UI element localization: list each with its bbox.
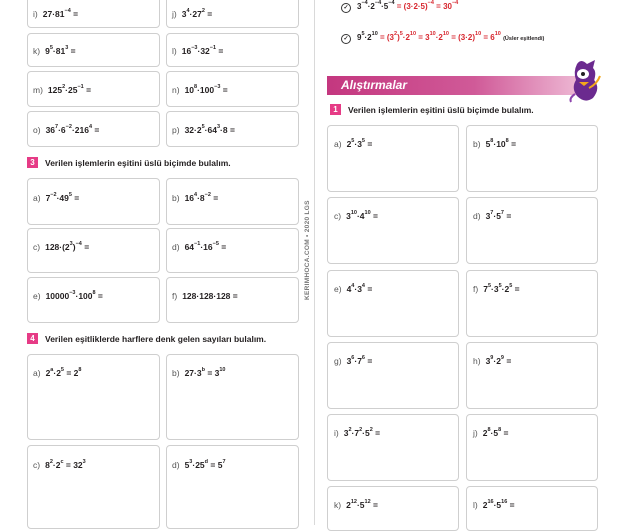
exponent: 10 — [371, 31, 378, 38]
exercise-item — [473, 500, 515, 510]
exponent: 4 — [194, 192, 198, 199]
exponent: 9 — [500, 355, 504, 362]
math-term: = — [92, 125, 100, 135]
answer-box[interactable] — [466, 342, 598, 409]
example-line — [341, 33, 544, 44]
exponent: 5 — [351, 138, 355, 145]
math-term: $16^4$ — [184, 192, 198, 203]
exercise-item — [33, 9, 78, 19]
math-term: = — [204, 9, 213, 19]
math-term: $36^7$ — [45, 124, 59, 135]
math-term: = — [370, 211, 378, 221]
exponent: 8 — [194, 84, 198, 91]
item-label: a) — [33, 368, 41, 378]
exponent: 6 — [361, 355, 365, 362]
math-term: )$^5$ — [397, 31, 403, 42]
exercise-item — [334, 356, 372, 366]
math-term: $5^8$ — [485, 138, 494, 149]
mascot-icon — [567, 58, 603, 104]
exponent: −5 — [212, 241, 219, 248]
math-term: $2^8$ — [482, 427, 491, 438]
math-term: 128·(2 — [45, 242, 70, 252]
item-label: j) — [172, 9, 177, 19]
answer-box[interactable] — [466, 197, 598, 264]
exponent: 6 — [351, 355, 355, 362]
math-term: $7^{-2}$ — [45, 192, 57, 203]
exercise-item — [33, 125, 99, 135]
exponent: 10 — [494, 31, 501, 38]
exponent: 4 — [88, 124, 93, 131]
math-term: $\cdot 27^2$ — [189, 8, 205, 19]
math-term: ·8 — [220, 125, 228, 135]
math-term: $2^{12}$ — [346, 499, 357, 510]
math-term: = $2^8$ — [63, 367, 82, 378]
item-label: d) — [172, 242, 180, 252]
exponent: b — [201, 367, 205, 374]
math-term: $3^7$ — [485, 210, 494, 221]
exponent: 3 — [69, 241, 73, 248]
item-label: o) — [33, 125, 41, 135]
check-circle-icon: ✓ — [341, 34, 351, 44]
exponent: 5 — [509, 283, 513, 290]
exponent: 10 — [219, 367, 226, 374]
exponent: 2 — [49, 459, 53, 466]
math-term: = — [512, 284, 520, 294]
section-title: Verilen işlemlerin eşitini üslü biçimde bulalım. — [45, 158, 231, 168]
math-term: $\cdot 2^c$ — [52, 459, 64, 470]
math-term: $\cdot 5^7$ — [493, 210, 504, 221]
math-term: $\cdot 2^9$ — [493, 355, 504, 366]
exponent: 5 — [49, 45, 53, 52]
exercise-item — [172, 291, 238, 301]
item-label: c) — [33, 460, 41, 470]
item-label: e) — [334, 284, 342, 294]
exponent: −2 — [50, 192, 57, 199]
item-label: l) — [172, 46, 177, 56]
exponent: −4 — [374, 0, 382, 7]
math-term: )$^{-4}$ — [72, 241, 82, 252]
exponent: 5 — [361, 138, 365, 145]
math-term: 32 — [184, 125, 195, 135]
item-label: c) — [33, 242, 41, 252]
exponent: 7 — [490, 210, 494, 217]
item-label: n) — [172, 85, 180, 95]
math-term: $64^{-1}$ — [184, 241, 201, 252]
exponent: −4 — [75, 241, 82, 248]
exponent: −4 — [388, 0, 395, 7]
math-term: $\cdot 2^{10}$ — [435, 31, 449, 42]
exercise-item — [172, 368, 226, 378]
math-term: = — [364, 356, 373, 366]
math-term: $2^{16}$ — [482, 499, 494, 510]
math-term: 128·128·128 = — [182, 291, 238, 301]
answer-box[interactable] — [327, 125, 459, 192]
exponent: 7 — [500, 210, 504, 217]
item-label: k) — [334, 500, 342, 510]
exponent: 5 — [60, 367, 64, 374]
exercise-item — [172, 242, 226, 252]
math-term: $3^{-4}$ — [357, 0, 368, 11]
math-term: $\cdot 5^8$ — [490, 427, 502, 438]
math-term: 27 — [42, 9, 53, 19]
exponent: −4 — [361, 0, 368, 7]
exponent: 12 — [364, 499, 371, 506]
math-term: = — [81, 242, 90, 252]
exponent: 4 — [361, 283, 365, 290]
exercise-item — [334, 500, 378, 510]
answer-box[interactable] — [466, 414, 598, 481]
math-term: = — [372, 428, 381, 438]
answer-box[interactable] — [327, 270, 459, 337]
math-term: $27\cdot 3^b$ — [184, 367, 205, 378]
answer-box[interactable] — [27, 445, 160, 529]
math-term: $\cdot 5^{16}$ — [493, 499, 508, 510]
note-text: (Üsler eşitlendi) — [503, 36, 545, 42]
math-term: $\cdot 10^8$ — [493, 138, 509, 149]
exponent: 5 — [68, 192, 72, 199]
math-term: = $6^{10}$ — [481, 31, 501, 42]
math-term: $\cdot 64^3$ — [204, 124, 221, 135]
exponent: a — [50, 367, 54, 374]
column-divider — [314, 0, 315, 525]
exercise-item — [334, 284, 372, 294]
exponent: −3 — [191, 45, 198, 52]
exponent: 3 — [65, 45, 69, 52]
exercise-item — [172, 46, 223, 56]
item-label: a) — [33, 193, 41, 203]
math-term: $\cdot 32^{-1}$ — [197, 45, 217, 56]
math-term: $\cdot 3^5$ — [491, 283, 502, 294]
math-term: = — [503, 356, 512, 366]
math-term: = — [71, 193, 80, 203]
math-term: $\cdot 3^5$ — [354, 138, 365, 149]
math-term: = $(3\cdot 2)^{10}$ — [449, 31, 482, 42]
exponent: d — [204, 459, 209, 466]
exponent: 2 — [369, 427, 373, 434]
exponent: 5 — [498, 283, 502, 290]
item-label: p) — [172, 125, 180, 135]
math-term: $\cdot 5^{-4}$ — [381, 0, 395, 11]
math-term: $\cdot 7^6$ — [354, 355, 365, 366]
exponent: 3 — [189, 459, 193, 466]
item-label: b) — [172, 193, 180, 203]
exercise-item — [473, 284, 520, 294]
exponent: 10 — [409, 31, 417, 38]
math-term: $3^{10}$ — [346, 210, 357, 221]
exponent: 5 — [201, 124, 205, 131]
exponent: 8 — [505, 138, 509, 145]
math-term: = — [218, 242, 227, 252]
exercise-item — [172, 193, 218, 203]
item-label: f) — [473, 284, 479, 294]
math-term: $\cdot 2^5$ — [501, 283, 513, 294]
math-term: $\cdot 25^{-1}$ — [65, 84, 84, 95]
math-term: $3^9$ — [485, 355, 494, 366]
check-circle-icon: ✓ — [341, 3, 351, 13]
exercise-item — [473, 356, 511, 366]
vertical-watermark: KERIMHOCA.COM • 2020 LGS — [304, 200, 311, 300]
exponent: 8 — [92, 290, 96, 297]
exponent: 16 — [501, 499, 508, 506]
item-label: d) — [473, 211, 481, 221]
math-term: $\cdot 16^{-5}$ — [200, 241, 219, 252]
answer-box[interactable] — [166, 445, 299, 529]
math-term: = — [83, 85, 92, 95]
exercise-item — [172, 460, 226, 470]
math-term: $9^5$ — [357, 31, 365, 42]
answer-box[interactable] — [466, 270, 598, 337]
math-term: $\cdot 7^2$ — [351, 427, 363, 438]
math-term: $\cdot 216^4$ — [71, 124, 93, 135]
math-term: = — [370, 500, 378, 510]
math-term: $3^6$ — [346, 355, 355, 366]
math-term: = $3^{10}$ — [416, 31, 436, 42]
math-term: $\cdot 3^4$ — [354, 283, 365, 294]
math-term: = — [220, 85, 228, 95]
item-label: b) — [473, 139, 481, 149]
exercises-banner — [327, 76, 595, 95]
answer-box[interactable] — [327, 414, 459, 481]
exponent: 2 — [62, 84, 66, 91]
exponent: 7 — [222, 459, 226, 466]
math-term: = — [95, 291, 103, 301]
item-label: m) — [33, 85, 43, 95]
section-number: 3 — [27, 157, 38, 168]
math-term: = — [364, 139, 373, 149]
exercise-item — [172, 125, 235, 135]
exponent: 5 — [399, 31, 403, 38]
math-term: $125^2$ — [47, 84, 66, 95]
exponent: 8 — [487, 427, 491, 434]
math-term: $\cdot 81^3$ — [52, 45, 69, 56]
exponent: 12 — [350, 499, 357, 506]
math-term: = — [508, 139, 517, 149]
section-number: 1 — [330, 104, 341, 115]
exercise-item — [33, 242, 89, 252]
banner-title: Alıştırmalar — [341, 78, 408, 92]
exponent: 8 — [490, 138, 494, 145]
exponent: 10 — [442, 31, 449, 38]
exponent: c — [60, 459, 64, 466]
exponent: 10 — [364, 210, 371, 217]
math-term: $\cdot 2^{10}$ — [364, 31, 378, 42]
exponent: 10 — [429, 31, 436, 38]
exercise-item — [33, 291, 103, 301]
exponent: 2 — [348, 427, 352, 434]
math-term: = — [227, 125, 235, 135]
math-term: $9^5$ — [45, 45, 53, 56]
exercise-item — [33, 193, 79, 203]
math-term: $\cdot 2^{-4}$ — [367, 0, 382, 11]
math-term: 2$^a$ — [45, 367, 54, 378]
exponent: −3 — [69, 290, 76, 297]
item-label: c) — [334, 211, 342, 221]
math-term: $3^2$ — [343, 427, 352, 438]
math-term: $\cdot 5^{12}$ — [356, 499, 371, 510]
exponent: −4 — [64, 8, 71, 15]
math-term: = — [216, 46, 224, 56]
exercise-item — [473, 139, 516, 149]
exercise-item — [33, 368, 81, 378]
exponent: 3 — [82, 459, 86, 466]
math-term: $\cdot 2^5$ — [53, 367, 64, 378]
math-term: = — [210, 193, 219, 203]
math-term: $16^{-3}$ — [181, 45, 198, 56]
exponent: 5 — [361, 31, 365, 38]
exponent: 10 — [350, 210, 357, 217]
math-term: = — [70, 9, 79, 19]
math-term: $4^4$ — [346, 283, 355, 294]
exercise-item — [473, 428, 508, 438]
math-term: $5^3$ — [184, 459, 193, 470]
item-label: g) — [334, 356, 342, 366]
item-label: b) — [172, 368, 180, 378]
exercise-item — [334, 211, 378, 221]
exponent: 8 — [78, 367, 82, 374]
math-term: = $5^7$ — [208, 459, 226, 470]
math-term: $\cdot 49^5$ — [56, 192, 72, 203]
math-term: $\cdot 100^8$ — [75, 290, 96, 301]
exponent: 2 — [394, 31, 398, 38]
item-label: k) — [33, 46, 41, 56]
math-term: $\cdot 6^{-2}$ — [58, 124, 72, 135]
answer-box[interactable] — [327, 342, 459, 409]
exponent: 4 — [186, 8, 190, 15]
exponent: 10 — [475, 31, 482, 38]
exponent: 3 — [216, 124, 221, 131]
section-number: 4 — [27, 333, 38, 344]
exponent: −4 — [451, 0, 459, 7]
exercise-item — [334, 139, 372, 149]
math-term: $10^8$ — [184, 84, 198, 95]
exercise-item — [33, 85, 91, 95]
answer-box[interactable] — [27, 354, 160, 440]
math-term: $\cdot 81^{-4}$ — [52, 8, 71, 19]
item-label: a) — [334, 139, 342, 149]
math-term: $\cdot 4^{10}$ — [356, 210, 371, 221]
math-term: = — [507, 500, 515, 510]
exponent: 5 — [487, 283, 491, 290]
example-line — [341, 2, 458, 13]
answer-box[interactable] — [166, 354, 299, 440]
exercise-item — [334, 428, 380, 438]
exponent: −1 — [194, 241, 201, 248]
section-title: Verilen eşitliklerde harflere denk gelen sayıları bulalım. — [45, 334, 267, 344]
exercise-item — [172, 85, 228, 95]
exponent: 2 — [359, 427, 363, 434]
exponent: −1 — [77, 84, 84, 91]
exponent: −2 — [204, 192, 211, 199]
item-label: l) — [473, 500, 478, 510]
item-label: i) — [33, 9, 38, 19]
math-term: = ($3^2$ — [377, 31, 398, 42]
answer-box[interactable] — [466, 125, 598, 192]
item-label: d) — [172, 460, 180, 470]
math-term: $\cdot 2^{10}$ — [402, 31, 417, 42]
exponent: 9 — [490, 355, 494, 362]
math-term: = — [364, 284, 373, 294]
exponent: −3 — [214, 84, 221, 91]
math-term: = $3^{10}$ — [204, 367, 226, 378]
math-term: $2^5$ — [346, 138, 355, 149]
section-title: Verilen işlemlerin eşitini üslü biçimde bulalım. — [348, 105, 534, 115]
exercise-item — [33, 46, 76, 56]
math-term: = — [68, 46, 76, 56]
math-term: $7^5$ — [483, 283, 491, 294]
math-term: $3^4$ — [181, 8, 190, 19]
item-label: f) — [172, 291, 178, 301]
math-term: $8^2$ — [45, 459, 53, 470]
exercise-item — [33, 460, 86, 470]
math-term: $\cdot 2^5$ — [194, 124, 205, 135]
exercise-item — [473, 211, 511, 221]
math-term: = $30^{-4}$ — [433, 0, 459, 11]
exponent: −1 — [209, 45, 217, 52]
item-label: e) — [33, 291, 41, 301]
exponent: 2 — [201, 8, 205, 15]
math-term: $\cdot 100^{-3}$ — [197, 84, 221, 95]
math-term: = $(3\cdot 2\cdot 5)^{-4}$ — [394, 0, 434, 11]
math-term: = $32^3$ — [63, 459, 86, 470]
math-term: $\cdot 8^{-2}$ — [197, 192, 211, 203]
math-term: = — [501, 428, 509, 438]
math-term: = — [503, 211, 512, 221]
item-label: h) — [473, 356, 481, 366]
exponent: 7 — [55, 124, 59, 131]
exponent: 16 — [487, 499, 494, 506]
exponent: 8 — [498, 427, 502, 434]
math-term: $10000^{-3}$ — [45, 290, 76, 301]
item-label: j) — [473, 428, 478, 438]
answer-box[interactable] — [327, 197, 459, 264]
math-term: $\cdot 25^d$ — [192, 459, 209, 470]
exponent: −4 — [427, 0, 434, 7]
exponent: −2 — [65, 124, 72, 131]
exercise-item — [172, 9, 212, 19]
item-label: i) — [334, 428, 339, 438]
math-term: $\cdot 5^2$ — [362, 427, 373, 438]
exponent: 4 — [351, 283, 355, 290]
